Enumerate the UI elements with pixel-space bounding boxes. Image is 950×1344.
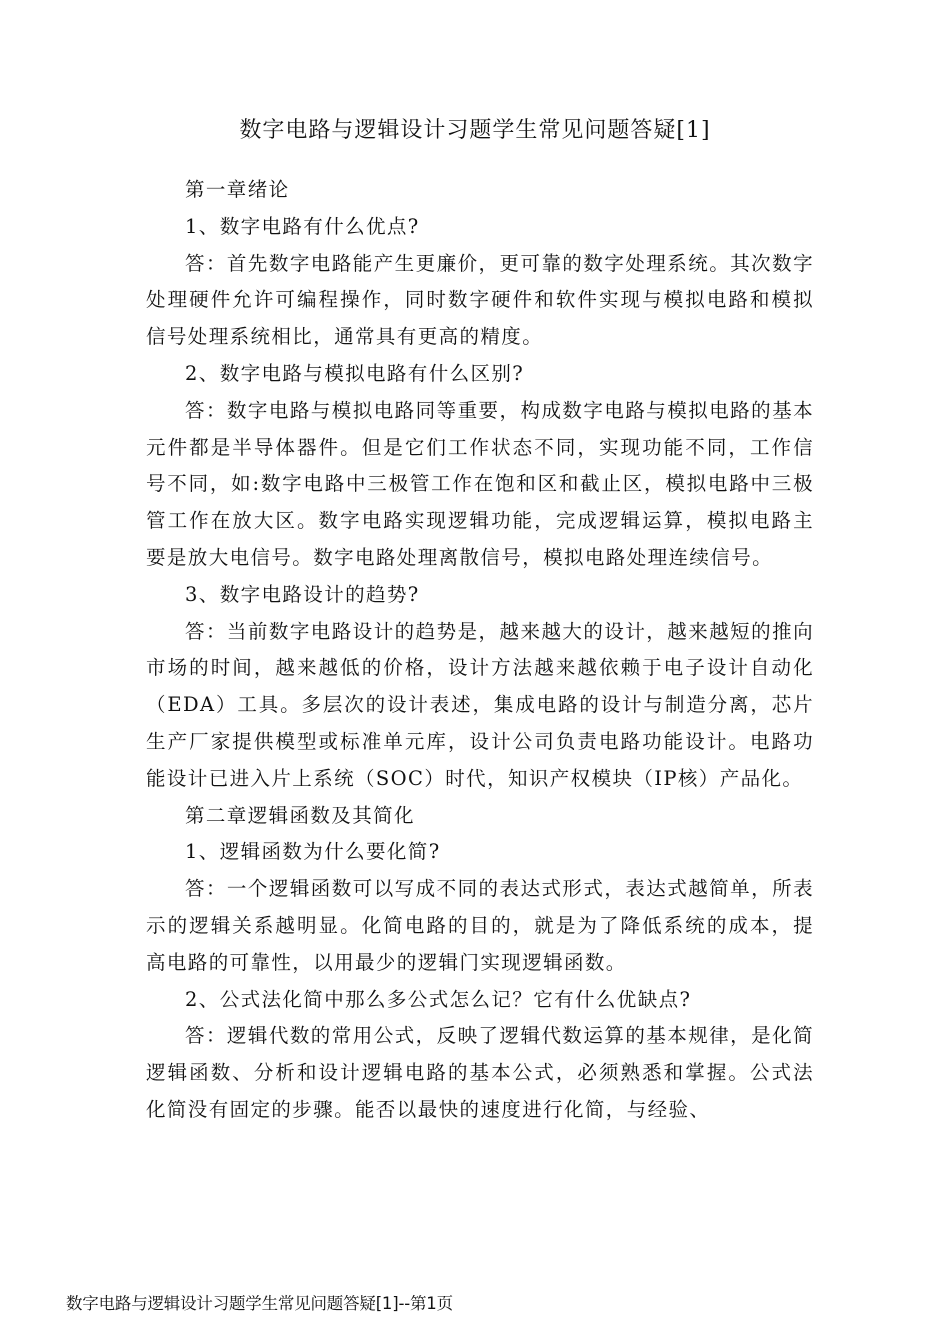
document-title: 数字电路与逻辑设计习题学生常见问题答疑[1] xyxy=(239,118,711,143)
document-body xyxy=(146,172,814,1129)
question: 2、数字电路与模拟电路有什么区别? xyxy=(185,361,525,385)
answer: 答：数字电路与模拟电路同等重要，构成数字电路与模拟电路的基本元件都是半导体器件。但是它们工作状态不同，实现功能不同，工作信号不同，如:数字电路中三极管工作在饱和区和截止区，模拟电路中三极管工作在放大区。数字电路实现逻辑功能，完成逻辑运算，模拟电路主要是放大电信号。数字电路处理离散信号，模拟电路处理连续信号。 xyxy=(146,398,814,569)
question: 2、公式法化简中那么多公式怎么记？它有什么优缺点? xyxy=(185,987,692,1011)
question: 1、数字电路有什么优点? xyxy=(185,214,420,238)
question: 3、数字电路设计的趋势? xyxy=(185,582,420,606)
answer: 答：逻辑代数的常用公式，反映了逻辑代数运算的基本规律，是化简逻辑函数、分析和设计逻辑电路的基本公式，必须熟悉和掌握。公式法化简没有固定的步骤。能否以最快的速度进行化简，与经验、 xyxy=(146,1024,814,1121)
answer: 答：当前数字电路设计的趋势是，越来越大的设计，越来越短的推向市场的时间，越来越低的价格，设计方法越来越依赖于电子设计自动化（EDA）工具。多层次的设计表述，集成电路的设计与制造分离，芯片生产厂家提供模型或标准单元库，设计公司负责电路功能设计。电路功能设计已进入片上系统（SOC）时代，知识产权模块（IP核）产品化。 xyxy=(146,619,814,790)
answer: 答：首先数字电路能产生更廉价，更可靠的数字处理系统。其次数字处理硬件允许可编程操作，同时数字硬件和软件实现与模拟电路和模拟信号处理系统相比，通常具有更高的精度。 xyxy=(146,251,814,349)
chapter-heading: 第一章绪论 xyxy=(185,178,290,201)
chapter-heading: 第二章逻辑函数及其简化 xyxy=(185,803,415,827)
answer: 答：一个逻辑函数可以写成不同的表达式形式，表达式越简单，所表示的逻辑关系越明显。化简电路的目的，就是为了降低系统的成本，提高电路的可靠性，以用最少的逻辑门实现逻辑函数。 xyxy=(146,877,814,974)
question: 1、逻辑函数为什么要化简? xyxy=(185,840,441,864)
page-footer: 数字电路与逻辑设计习题学生常见问题答疑[1]--第1页 xyxy=(66,1294,453,1313)
